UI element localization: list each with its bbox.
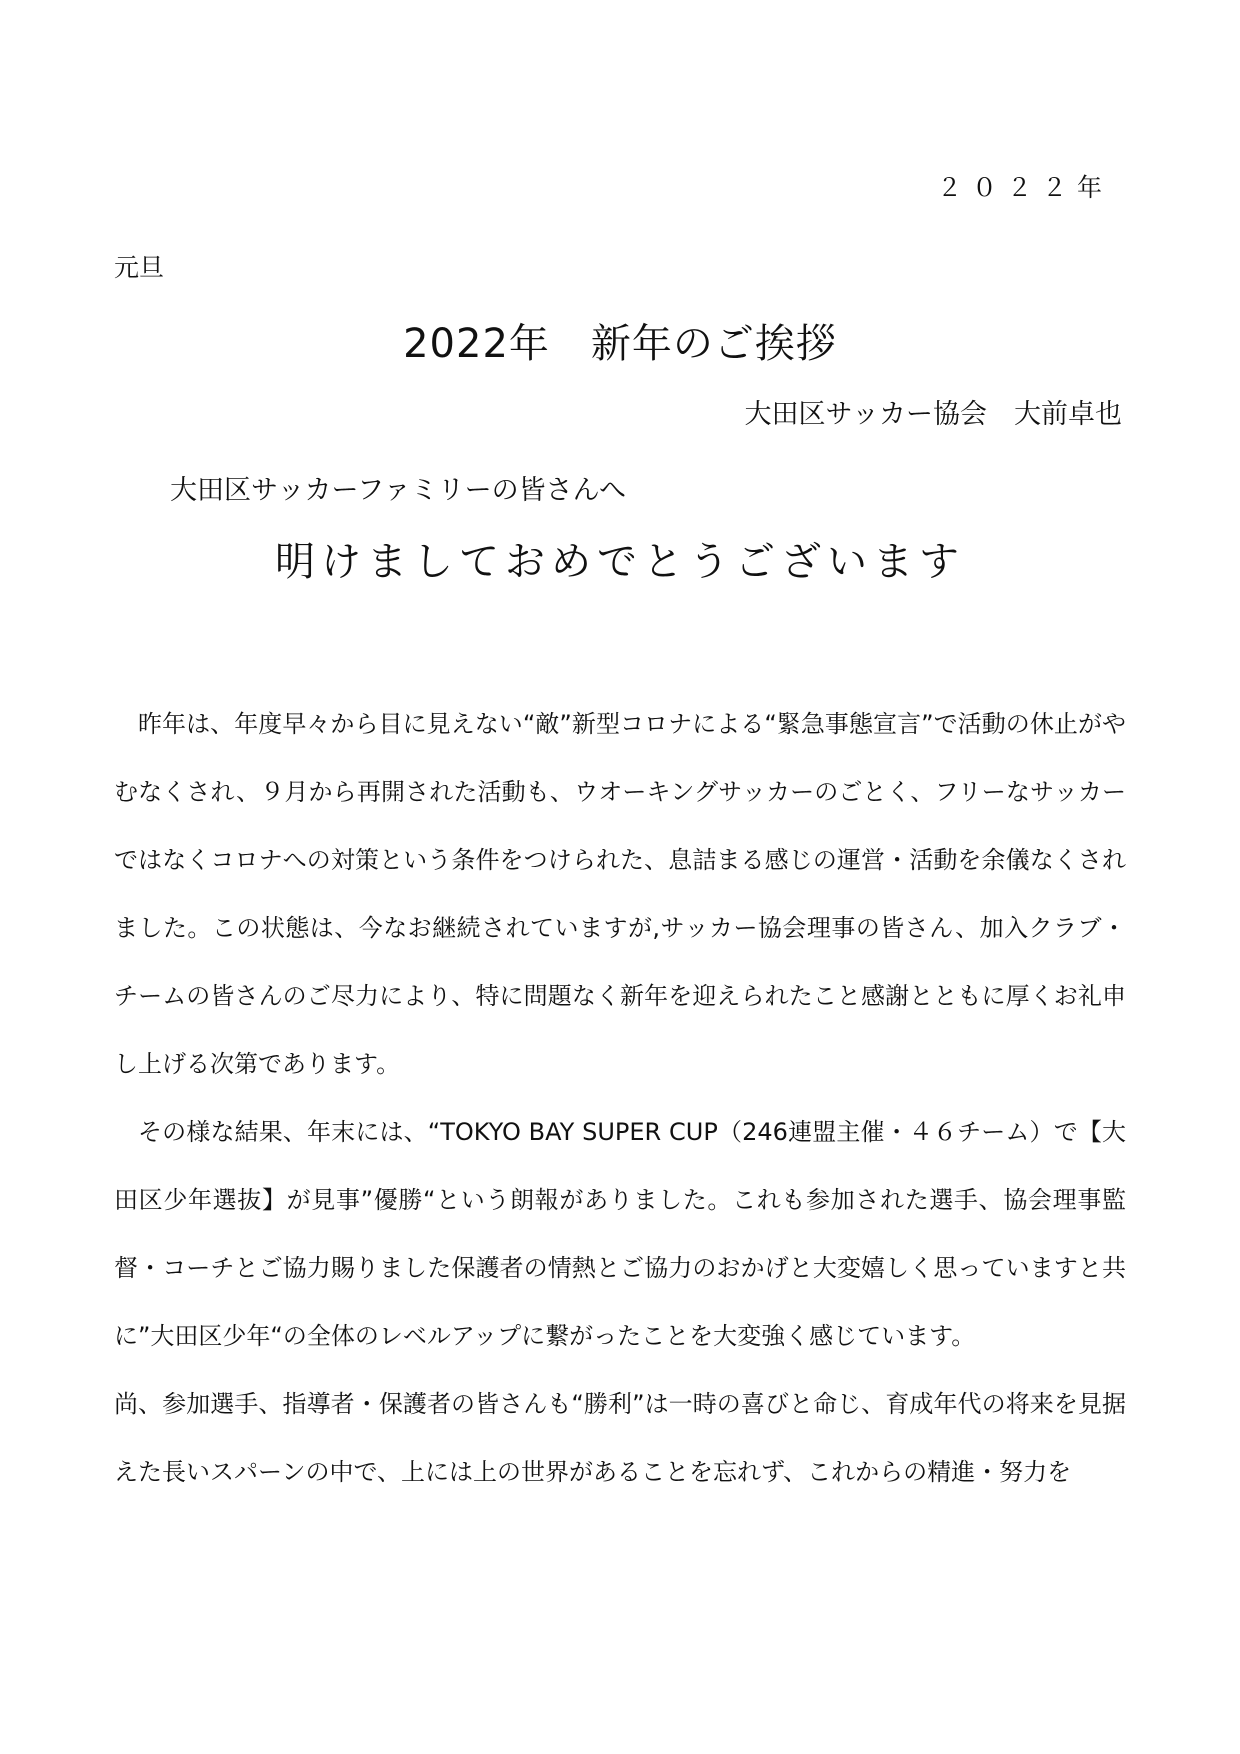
- body-paragraph-1: 昨年は、年度早々から目に見えない“敵”新型コロナによる“緊急事態宣言”で活動の休止がやむなくされ、９月から再開された活動も、ウオーキングサッカーのごとく、フリーなサッカーではなくコロナへの対策という条件をつけられた、息詰まる感じの運営・活動を余儀なくされました。この状態は、今なお継続されていますが,サッカー協会理事の皆さん、加入クラブ・チームの皆さんのご尽力により、特に問題なく新年を迎えられたこと感謝とともに厚くお礼申し上げる次第であります。: [114, 710, 1126, 1078]
- page-title: 2022年 新年のご挨拶: [403, 321, 837, 367]
- letter-day: 元旦: [114, 253, 165, 282]
- addressee-line: 大田区サッカーファミリーの皆さんへ: [170, 475, 627, 506]
- letter-body: [114, 690, 1126, 1506]
- author-line: 大田区サッカー協会 大前卓也: [744, 399, 1122, 430]
- body-paragraph-3: 尚、参加選手、指導者・保護者の皆さんも“勝利”は一時の喜びと命じ、育成年代の将来を見据えた長いスパーンの中で、上には上の世界があることを忘れず、これからの精進・努力を: [114, 1390, 1126, 1486]
- letter-date: ２０２２年: [936, 173, 1112, 202]
- body-paragraph-2: その様な結果、年末には、“TOKYO BAY SUPER CUP（246連盟主催・４６チーム）で【大田区少年選抜】が見事”優勝“という朗報がありました。これも参加された選手、協会理事監督・コーチとご協力賜りました保護者の情熱とご協力のおかげと大変嬉しく思っていますと共に”大田区少年“の全体のレベルアップに繋がったことを大変強く感じています。: [114, 1118, 1126, 1350]
- greeting-heading: 明けましておめでとうございます: [275, 539, 965, 585]
